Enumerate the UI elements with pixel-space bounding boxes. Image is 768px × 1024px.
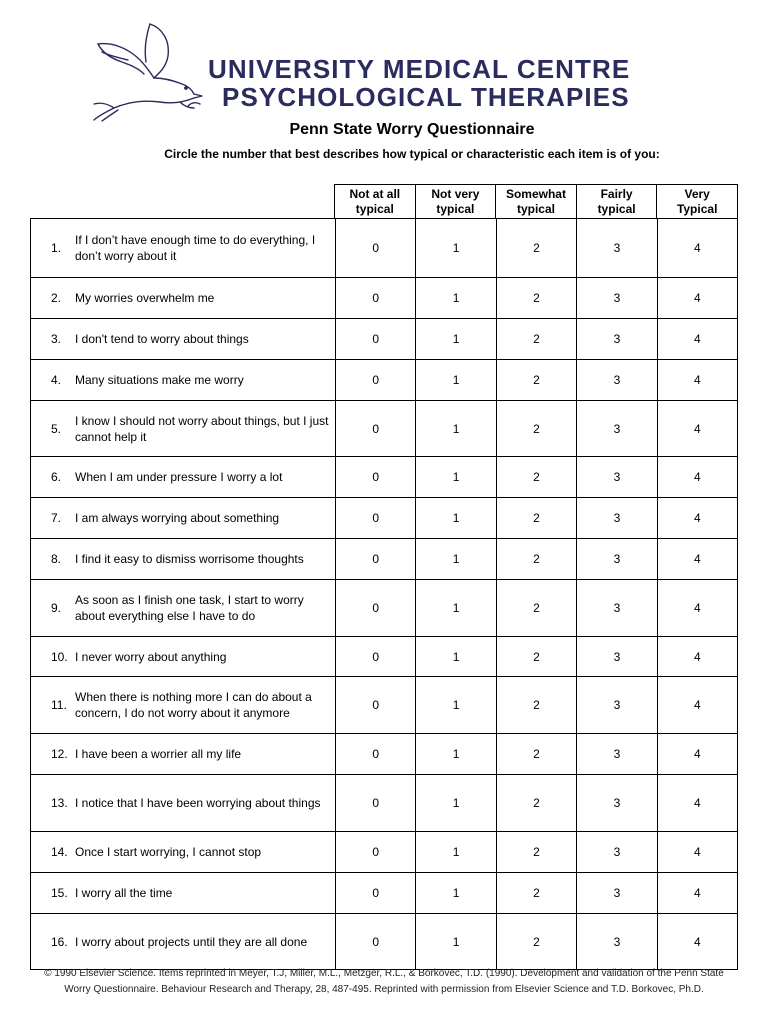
item-number: 2.: [51, 291, 62, 305]
table-row: [31, 579, 737, 636]
item-text: My worries overwhelm me: [75, 291, 215, 305]
item-number: 7.: [51, 511, 62, 525]
item-text: I notice that I have been worrying about things: [75, 796, 321, 810]
column-header: [576, 185, 657, 218]
rating-option[interactable]: 1: [415, 734, 495, 774]
item-number: 3.: [51, 332, 62, 346]
rating-option[interactable]: 1: [415, 873, 495, 913]
rating-option[interactable]: 2: [496, 873, 576, 913]
item-cell: [31, 734, 335, 774]
rating-option[interactable]: 4: [657, 637, 737, 676]
rating-option[interactable]: 2: [496, 219, 576, 277]
questionnaire-table: [30, 218, 738, 970]
rating-option[interactable]: 4: [657, 457, 737, 497]
table-row: [31, 872, 737, 913]
item-number: 15.: [51, 886, 68, 900]
item-number: 11.: [51, 698, 67, 712]
column-header-line: typical: [516, 202, 555, 216]
org-name-line2: PSYCHOLOGICAL THERAPIES: [222, 82, 630, 112]
item-text: When there is nothing more I can do about a concern, I do not worry about it anymore: [75, 690, 312, 720]
rating-option[interactable]: 2: [496, 539, 576, 579]
item-number: 5.: [51, 421, 62, 436]
rating-option[interactable]: 0: [335, 360, 415, 400]
rating-option[interactable]: 2: [496, 401, 576, 456]
table-row: [31, 318, 737, 359]
rating-option[interactable]: 1: [415, 914, 495, 969]
rating-option[interactable]: 1: [415, 401, 495, 456]
rating-option[interactable]: 1: [415, 319, 495, 359]
item-cell: [31, 775, 335, 831]
rating-option[interactable]: 3: [576, 360, 656, 400]
column-header: [415, 185, 496, 218]
item-cell: [31, 319, 335, 359]
table-row: [31, 277, 737, 318]
table-row: [31, 456, 737, 497]
column-header: [495, 185, 576, 218]
column-headers: [334, 184, 738, 219]
table-row: [31, 733, 737, 774]
dove-icon: [88, 18, 210, 122]
column-header-line: typical: [355, 202, 394, 216]
column-header-line: Fairly: [600, 187, 633, 201]
rating-option[interactable]: 3: [576, 832, 656, 872]
rating-option[interactable]: 0: [335, 873, 415, 913]
item-cell: [31, 873, 335, 913]
rating-option[interactable]: 0: [335, 539, 415, 579]
item-number: 9.: [51, 601, 62, 615]
item-text: When I am under pressure I worry a lot: [75, 470, 283, 484]
item-number: 10.: [51, 649, 68, 664]
column-header-line: Somewhat: [505, 187, 566, 201]
rating-option[interactable]: 1: [415, 360, 495, 400]
column-header-line: typical: [436, 202, 475, 216]
header: [0, 0, 768, 120]
rating-option[interactable]: 2: [496, 734, 576, 774]
table-row: [31, 913, 737, 969]
rating-option[interactable]: 4: [657, 278, 737, 318]
item-number: 14.: [51, 845, 68, 859]
table-row: [31, 774, 737, 831]
rating-option[interactable]: 1: [415, 677, 495, 733]
column-header: [656, 185, 737, 218]
item-cell: [31, 677, 335, 733]
rating-option[interactable]: 1: [415, 219, 495, 277]
item-cell: [31, 914, 335, 969]
item-text: Many situations make me worry: [75, 373, 244, 387]
rating-option[interactable]: 4: [657, 677, 737, 733]
rating-option[interactable]: 1: [415, 637, 495, 676]
rating-option[interactable]: 4: [657, 401, 737, 456]
item-cell: [31, 539, 335, 579]
rating-option[interactable]: 1: [415, 775, 495, 831]
rating-option[interactable]: 2: [496, 775, 576, 831]
item-text: Once I start worrying, I cannot stop: [75, 845, 262, 859]
column-header-line: typical: [597, 202, 636, 216]
item-text: I worry all the time: [75, 886, 173, 900]
rating-option[interactable]: 2: [496, 832, 576, 872]
table-row: [31, 400, 737, 456]
item-text: I don't tend to worry about things: [75, 332, 249, 346]
rating-option[interactable]: 4: [657, 319, 737, 359]
rating-option[interactable]: 2: [496, 360, 576, 400]
rating-option[interactable]: 3: [576, 278, 656, 318]
rating-option[interactable]: 0: [335, 498, 415, 538]
rating-option[interactable]: 3: [576, 219, 656, 277]
rating-option[interactable]: 2: [496, 914, 576, 969]
rating-option[interactable]: 1: [415, 457, 495, 497]
column-header-line: Typical: [676, 202, 718, 216]
rating-option[interactable]: 0: [335, 319, 415, 359]
item-cell: [31, 457, 335, 497]
rating-option[interactable]: 0: [335, 278, 415, 318]
item-number: 16.: [51, 934, 68, 949]
column-header: [335, 185, 415, 218]
item-number: 6.: [51, 470, 62, 484]
rating-option[interactable]: 3: [576, 498, 656, 538]
item-text: I am always worrying about something: [75, 511, 280, 525]
item-text: I know I should not worry about things, but I just cannot help it: [75, 413, 329, 444]
rating-option[interactable]: 0: [335, 775, 415, 831]
item-number: 8.: [51, 552, 62, 566]
rating-option[interactable]: 2: [496, 278, 576, 318]
rating-option[interactable]: 1: [415, 278, 495, 318]
table-row: [31, 359, 737, 400]
rating-option[interactable]: 3: [576, 319, 656, 359]
rating-option[interactable]: 4: [657, 873, 737, 913]
page-title: Penn State Worry Questionnaire: [289, 121, 535, 138]
rating-option[interactable]: 1: [415, 498, 495, 538]
copyright-footer: © 1990 Elsevier Science. Items reprinted in Meyer, T.J, Miller, M.L., Metzger, R.L., & Borkovec, T.D. (1990). Development and validation of the Penn State Worry Questionnaire. Behaviour Research and Therapy, 28, 487-495. Reprinted with permission from Elsevier Science and T.D. Borkovec, Ph.D.: [44, 968, 724, 995]
rating-option[interactable]: 2: [496, 498, 576, 538]
item-number: 1.: [51, 241, 62, 255]
rating-option[interactable]: 4: [657, 914, 737, 969]
item-number: 4.: [51, 373, 62, 387]
rating-option[interactable]: 3: [576, 539, 656, 579]
rating-option[interactable]: 3: [576, 580, 656, 636]
rating-option[interactable]: 2: [496, 457, 576, 497]
rating-option[interactable]: 3: [576, 914, 656, 969]
item-text: As soon as I finish one task, I start to worry about everything else I have to do: [75, 593, 304, 623]
rating-option[interactable]: 0: [335, 914, 415, 969]
rating-option[interactable]: 0: [335, 677, 415, 733]
rating-option[interactable]: 0: [335, 219, 415, 277]
table-row: [31, 831, 737, 872]
item-number: 13.: [51, 796, 68, 810]
column-header-line: Very: [684, 187, 710, 201]
rating-option[interactable]: 4: [657, 580, 737, 636]
rating-option[interactable]: 3: [576, 637, 656, 676]
org-name-line1: UNIVERSITY MEDICAL CENTRE: [208, 54, 631, 84]
rating-option[interactable]: 4: [657, 360, 737, 400]
rating-option[interactable]: 2: [496, 637, 576, 676]
item-cell: [31, 219, 335, 277]
item-text: I have been a worrier all my life: [75, 747, 242, 761]
item-text: If I don’t have enough time to do everything, I don’t worry about it: [75, 233, 316, 263]
rating-option[interactable]: 3: [576, 401, 656, 456]
rating-option[interactable]: 3: [576, 873, 656, 913]
item-cell: [31, 401, 335, 456]
item-cell: [31, 498, 335, 538]
table-row: [31, 497, 737, 538]
rating-option[interactable]: 1: [415, 539, 495, 579]
rating-option[interactable]: 0: [335, 734, 415, 774]
rating-option[interactable]: 4: [657, 498, 737, 538]
rating-option[interactable]: 3: [576, 457, 656, 497]
item-cell: [31, 637, 335, 676]
rating-option[interactable]: 2: [496, 319, 576, 359]
item-cell: [31, 360, 335, 400]
item-cell: [31, 278, 335, 318]
rating-option[interactable]: 4: [657, 539, 737, 579]
rating-option[interactable]: 3: [576, 775, 656, 831]
rating-option[interactable]: 0: [335, 832, 415, 872]
rating-option[interactable]: 4: [657, 832, 737, 872]
table-row: [31, 636, 737, 676]
item-cell: [31, 580, 335, 636]
rating-option[interactable]: 1: [415, 832, 495, 872]
item-cell: [31, 832, 335, 872]
rating-option[interactable]: 0: [335, 580, 415, 636]
item-text: I find it easy to dismiss worrisome thoughts: [75, 552, 304, 566]
table-row: [31, 219, 737, 277]
rating-option[interactable]: 0: [335, 401, 415, 456]
rating-option[interactable]: 4: [657, 219, 737, 277]
instructions: Circle the number that best describes how typical or characteristic each item is of you:: [164, 147, 660, 161]
rating-option[interactable]: 2: [496, 677, 576, 733]
rating-option[interactable]: 3: [576, 734, 656, 774]
rating-option[interactable]: 4: [657, 734, 737, 774]
item-number: 12.: [51, 747, 68, 761]
rating-option[interactable]: 1: [415, 580, 495, 636]
rating-option[interactable]: 4: [657, 775, 737, 831]
table-row: [31, 676, 737, 733]
rating-option[interactable]: 3: [576, 677, 656, 733]
item-text: I never worry about anything: [75, 649, 227, 664]
column-header-line: Not at all: [349, 187, 401, 201]
rating-option[interactable]: 0: [335, 637, 415, 676]
table-row: [31, 538, 737, 579]
rating-option[interactable]: 2: [496, 580, 576, 636]
column-header-line: Not very: [431, 187, 480, 201]
rating-option[interactable]: 0: [335, 457, 415, 497]
item-text: I worry about projects until they are all done: [75, 934, 308, 949]
